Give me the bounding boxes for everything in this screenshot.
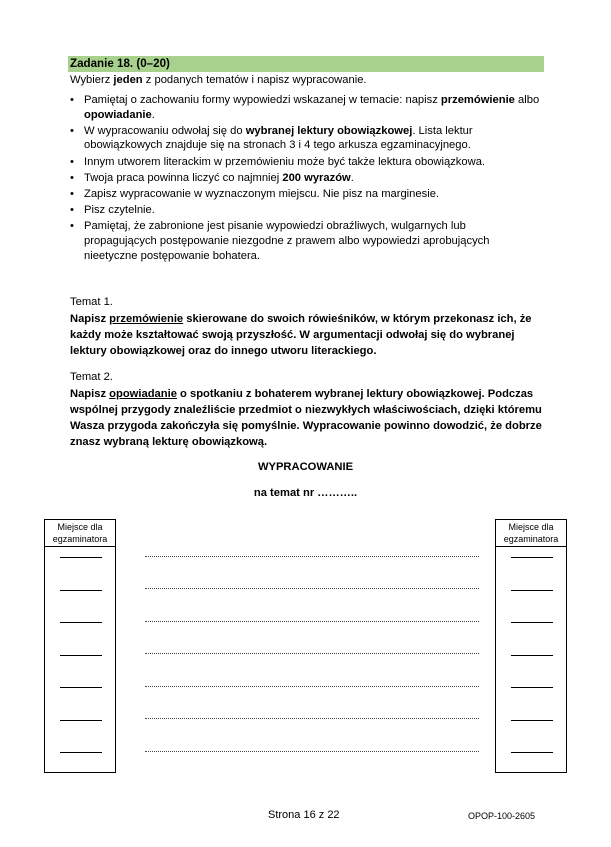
writing-line[interactable] bbox=[145, 686, 479, 687]
examiner-score-line bbox=[60, 590, 102, 591]
topic1-label: Temat 1. bbox=[70, 296, 113, 308]
document-code: OPOP-100-2605 bbox=[468, 811, 536, 821]
examiner-score-line bbox=[60, 687, 102, 688]
examiner-score-line bbox=[511, 752, 553, 753]
essay-heading: WYPRACOWANIE bbox=[257, 461, 354, 473]
instruction-item: • Pisz czytelnie. bbox=[70, 203, 540, 218]
instruction-item: • Pamiętaj, że zabronione jest pisanie wypowiedzi obraźliwych, wulgarnych lub propagujących postępowanie niezgodne z prawem albo wypowiedzi aprobujących nieetyczne postępowanie bohatera. bbox=[70, 219, 540, 263]
writing-line[interactable] bbox=[145, 621, 479, 622]
instruction-item: • Zapisz wypracowanie w wyznaczonym miejscu. Nie pisz na marginesie. bbox=[70, 187, 540, 202]
topic2-label: Temat 2. bbox=[70, 371, 113, 383]
examiner-score-line bbox=[511, 590, 553, 591]
writing-line[interactable] bbox=[145, 556, 479, 557]
examiner-label: Miejsce dla egzaminatora bbox=[496, 520, 566, 547]
instruction-item: • W wypracowaniu odwołaj się do wybranej lektury obowiązkowej. Lista lektur obowiązkowych znajduje się na stronach 3 i 4 tego arkusza egzaminacyjnego. bbox=[70, 124, 540, 153]
examiner-score-line bbox=[60, 622, 102, 623]
examiner-score-line bbox=[511, 557, 553, 558]
examiner-box-left bbox=[44, 519, 116, 773]
examiner-label: Miejsce dla egzaminatora bbox=[45, 520, 115, 547]
task-intro: Wybierz jeden z podanych tematów i napisz wypracowanie. bbox=[70, 74, 367, 86]
examiner-score-line bbox=[511, 720, 553, 721]
writing-line[interactable] bbox=[145, 751, 479, 752]
page-number: Strona 16 z 22 bbox=[268, 809, 340, 821]
topic2-text: Napisz opowiadanie o spotkaniu z bohaterem wybranej lektury obowiązkowej. Podczas wspólnej przygody znaleźliście przedmiot o niezwykłych właściwościach, dzięki któremu Wasza przygoda zakończyła się pomyślnie. Wypracowanie powinno dowodzić, że dobrze znasz wybraną lekturę obowiązkową. bbox=[70, 388, 542, 448]
instruction-item: • Innym utworem literackim w przemówieniu może być także lektura obowiązkowa. bbox=[70, 155, 540, 170]
examiner-score-line bbox=[60, 655, 102, 656]
topic1-text: Napisz przemówienie skierowane do swoich rówieśników, w którym przekonasz ich, że każdy może kształtować swoją przyszłość. W argumentacji odwołaj się do wybranej lektury obowiązkowej oraz do innego utworu literackiego. bbox=[70, 313, 532, 357]
writing-line[interactable] bbox=[145, 653, 479, 654]
writing-line[interactable] bbox=[145, 718, 479, 719]
examiner-box-right bbox=[495, 519, 567, 773]
instruction-item: • Twoja praca powinna liczyć co najmniej 200 wyrazów. bbox=[70, 171, 540, 186]
task-title: Zadanie 18. (0–20) bbox=[70, 57, 170, 70]
examiner-score-line bbox=[60, 557, 102, 558]
essay-topic-number: na temat nr ……….. bbox=[253, 487, 358, 499]
instruction-item: • Pamiętaj o zachowaniu formy wypowiedzi wskazanej w temacie: napisz przemówienie albo opowiadanie. bbox=[70, 93, 540, 122]
instructions-list bbox=[70, 93, 540, 265]
examiner-score-line bbox=[511, 655, 553, 656]
examiner-score-line bbox=[511, 687, 553, 688]
writing-line[interactable] bbox=[145, 588, 479, 589]
examiner-score-line bbox=[60, 720, 102, 721]
examiner-score-line bbox=[60, 752, 102, 753]
examiner-score-line bbox=[511, 622, 553, 623]
